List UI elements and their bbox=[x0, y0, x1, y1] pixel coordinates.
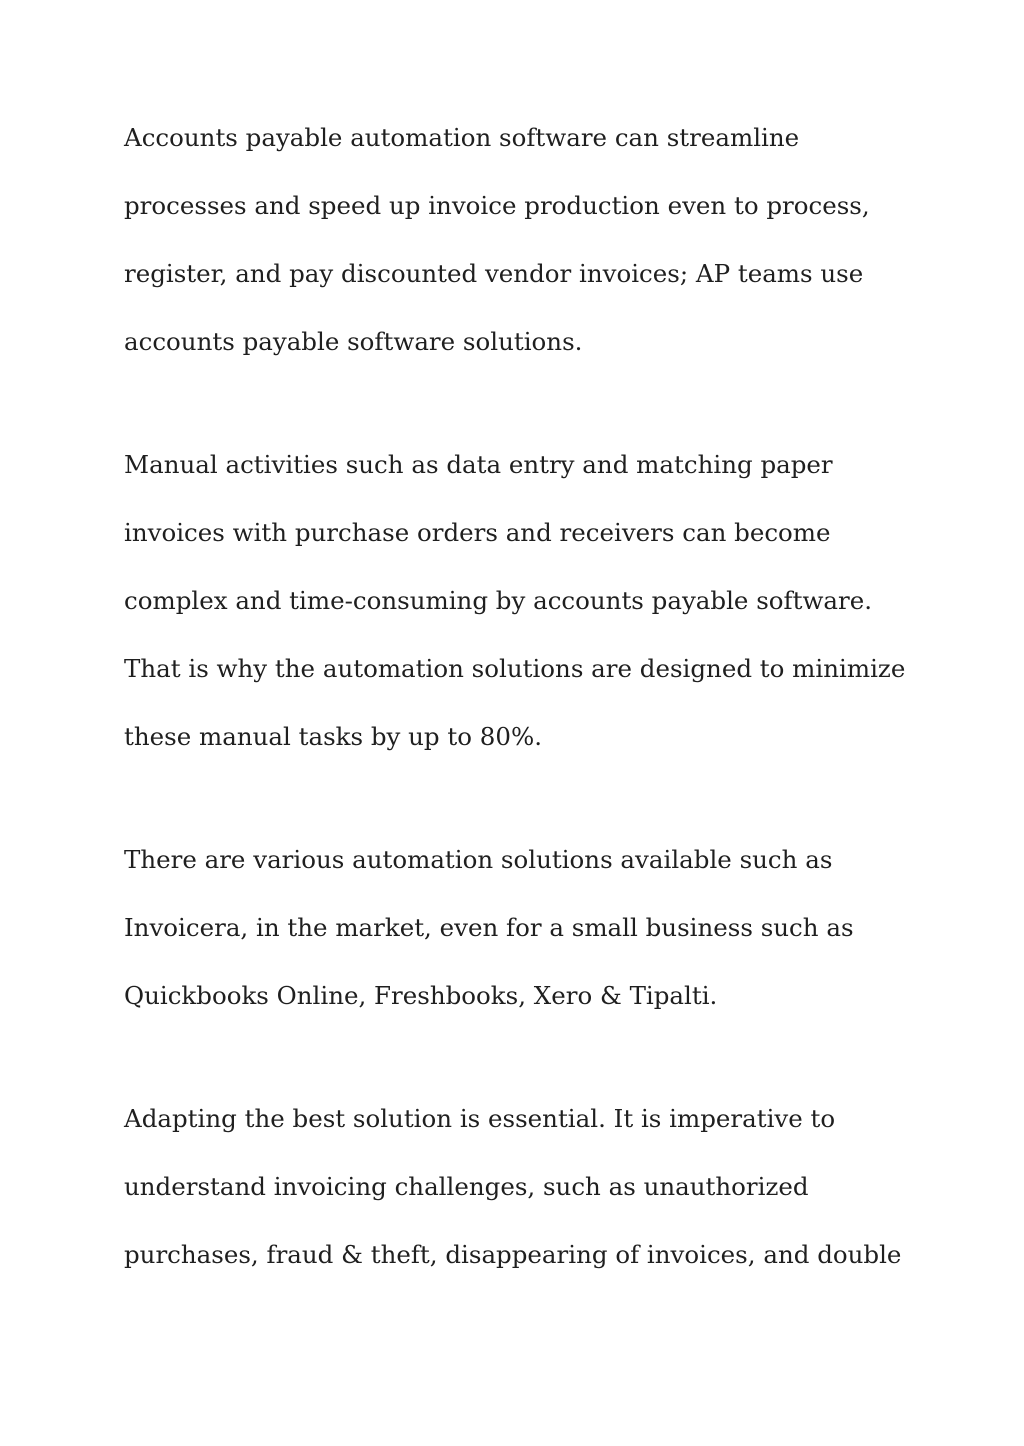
text-line: purchases, fraud & theft, disappearing of invoices, and double bbox=[124, 1240, 902, 1269]
text-line: That is why the automation solutions are designed to minimize bbox=[124, 654, 906, 683]
text-line: these manual tasks by up to 80%. bbox=[124, 722, 543, 751]
document-body bbox=[124, 104, 904, 1344]
text-line: register, and pay discounted vendor invoices; AP teams use bbox=[124, 259, 864, 288]
text-line: accounts payable software solutions. bbox=[124, 327, 583, 356]
text-line: There are various automation solutions available such as bbox=[124, 845, 833, 874]
text-line: Accounts payable automation software can streamline bbox=[124, 123, 800, 152]
text-line: understand invoicing challenges, such as unauthorized bbox=[124, 1172, 809, 1201]
text-line: invoices with purchase orders and receivers can become bbox=[124, 518, 831, 547]
text-line: complex and time-consuming by accounts payable software. bbox=[124, 586, 873, 615]
text-line: Manual activities such as data entry and matching paper bbox=[124, 450, 833, 479]
paragraph-adapting-best-solution bbox=[124, 1085, 904, 1289]
text-line: processes and speed up invoice production even to process, bbox=[124, 191, 870, 220]
paragraph-manual-activities bbox=[124, 431, 904, 771]
paragraph-ap-automation-intro bbox=[124, 104, 904, 376]
text-line: Quickbooks Online, Freshbooks, Xero & Tipalti. bbox=[124, 981, 718, 1010]
paragraph-automation-solutions bbox=[124, 826, 904, 1030]
text-line: Adapting the best solution is essential. It is imperative to bbox=[124, 1104, 836, 1133]
text-line: Invoicera, in the market, even for a small business such as bbox=[124, 913, 854, 942]
